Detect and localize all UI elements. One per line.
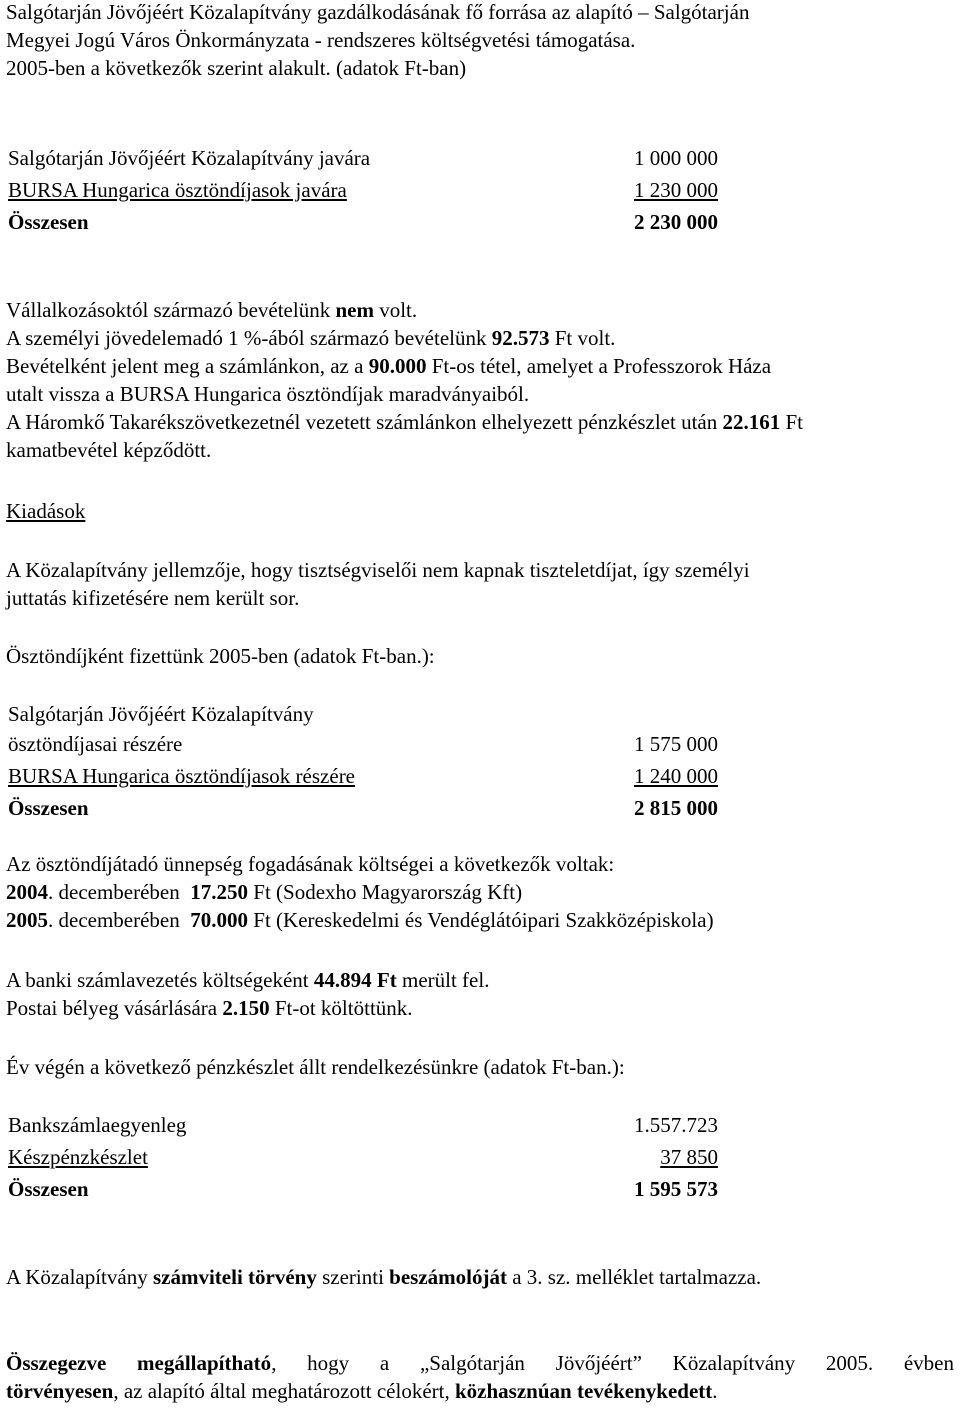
revenue-line-3b: utalt vissza a BURSA Hungarica ösztöndíjak maradványaiból. xyxy=(6,382,530,406)
year-end-total-row xyxy=(8,1175,718,1207)
text: Postai bélyeg vásárlására xyxy=(6,996,223,1020)
revenue-line-2 xyxy=(6,324,954,352)
scholarship-row-value: 1 240 000 xyxy=(634,764,718,788)
expenses-line-2: juttatás kifizetésére nem került sor. xyxy=(6,586,300,610)
expenses-paragraph xyxy=(6,556,954,612)
intro-line-1: Salgótarján Jövőjéért Közalapítvány gazdálkodásának fő forrása az alapító – Salgótarján xyxy=(6,0,750,24)
year: 2005 xyxy=(6,908,48,932)
year-end-total-label: Összesen xyxy=(8,1177,89,1201)
text-bold: 90.000 xyxy=(368,354,427,378)
text-bold: közhasznúan tevékenykedett xyxy=(454,1379,713,1403)
income-total-label: Összesen xyxy=(8,210,89,234)
revenue-line-1 xyxy=(6,296,954,324)
scholarship-total-value: 2 815 000 xyxy=(634,796,718,820)
text-bold: Összegezve megállapítható xyxy=(6,1351,272,1375)
scholarship-row-value: 1 575 000 xyxy=(634,732,718,756)
year-end-row-label: Bankszámlaegyenleg xyxy=(8,1113,187,1137)
revenue-line-3 xyxy=(6,352,954,380)
income-total-row xyxy=(8,208,718,240)
bank-cost-line xyxy=(6,966,954,994)
text: Ft volt. xyxy=(549,326,616,350)
income-row-value: 1 230 000 xyxy=(634,178,718,202)
text-bold: 44.894 Ft xyxy=(313,968,397,992)
ceremony-row-2005 xyxy=(6,906,954,934)
table-row xyxy=(8,144,718,176)
revenue-line-4b: kamatbevétel képződött. xyxy=(6,438,212,462)
income-total-value: 2 230 000 xyxy=(634,210,718,234)
text-bold: 22.161 xyxy=(722,410,781,434)
income-row-label: BURSA Hungarica ösztöndíjasok javára xyxy=(8,178,347,202)
expenses-heading: Kiadások xyxy=(6,499,86,523)
text: . decemberében xyxy=(48,908,191,932)
postal-cost-line xyxy=(6,994,954,1022)
text: a 3. sz. melléklet tartalmazza. xyxy=(506,1265,762,1289)
revenue-section xyxy=(6,296,954,464)
text-bold: törvényesen xyxy=(6,1379,114,1403)
text: , hogy a „Salgótarján Jövőjéért” Közalapítvány 2005. évben xyxy=(271,1351,954,1375)
scholarship-table xyxy=(8,700,718,826)
text: . xyxy=(712,1379,718,1403)
text: volt. xyxy=(373,298,418,322)
summary-line-2 xyxy=(6,1377,954,1405)
text: A Háromkő Takarékszövetkezetnél vezetett számlánkon elhelyezett pénzkészlet után xyxy=(6,410,723,434)
text: Ft xyxy=(780,410,804,434)
year: 2004 xyxy=(6,880,48,904)
table-row xyxy=(8,1111,718,1143)
amount-bold: 250 xyxy=(216,880,249,904)
text: Ft (Kereskedelmi és Vendéglátóipari Szakközépiskola) xyxy=(248,908,714,932)
text: Ft (Sodexho Magyarország Kft) xyxy=(248,880,523,904)
amount-bold: 70. xyxy=(190,908,217,932)
text-bold: 92.573 xyxy=(491,326,550,350)
ceremony-heading: Az ösztöndíjátadó ünnepség fogadásának költségei a következők voltak: xyxy=(6,852,615,876)
amount-bold: 000 xyxy=(216,908,249,932)
text: merült fel. xyxy=(396,968,490,992)
year-end-total-value: 1 595 573 xyxy=(634,1177,718,1201)
ceremony-section xyxy=(6,850,954,934)
text: A banki számlavezetés költségeként xyxy=(6,968,314,992)
scholarship-row-label: BURSA Hungarica ösztöndíjasok részére xyxy=(8,764,356,788)
text-bold: nem xyxy=(335,298,374,322)
summary-line-1 xyxy=(6,1349,954,1377)
summary-paragraph xyxy=(6,1349,954,1405)
year-end-row-value: 1.557.723 xyxy=(634,1113,718,1137)
amount-bold: 17. xyxy=(190,880,217,904)
year-end-heading: Év végén a következő pénzkészlet állt rendelkezésünkre (adatok Ft-ban.): xyxy=(6,1055,625,1079)
table-row xyxy=(8,700,718,730)
intro-paragraph xyxy=(6,0,954,82)
year-end-row-label: Készpénzkészlet xyxy=(8,1145,148,1169)
ceremony-row-2004 xyxy=(6,878,954,906)
text-bold: számviteli törvény xyxy=(152,1265,317,1289)
table-row xyxy=(8,762,718,794)
text: szerinti xyxy=(316,1265,390,1289)
table-row xyxy=(8,1143,718,1175)
text: A személyi jövedelemadó 1 %-ából származó bevételünk xyxy=(6,326,492,350)
text: , az alapító által meghatározott célokért, xyxy=(113,1379,455,1403)
intro-line-2: Megyei Jogú Város Önkormányzata - rendszeres költségvetési támogatása. xyxy=(6,28,636,52)
revenue-line-4 xyxy=(6,408,954,436)
text: Vállalkozásoktól származó bevételünk xyxy=(6,298,336,322)
text-bold: 2.150 xyxy=(222,996,270,1020)
text: Bevételként jelent meg a számlánkon, az a xyxy=(6,354,369,378)
year-end-table xyxy=(8,1111,718,1207)
scholarship-total-label: Összesen xyxy=(8,796,89,820)
costs-section xyxy=(6,966,954,1022)
scholarship-intro: Ösztöndíjként fizettünk 2005-ben (adatok Ft-ban.): xyxy=(6,644,435,668)
scholarship-total-row xyxy=(8,794,718,826)
income-row-value: 1 000 000 xyxy=(634,146,718,170)
income-table xyxy=(8,144,718,240)
year-end-row-value: 37 850 xyxy=(660,1145,718,1169)
scholarship-row-label-line1: Salgótarján Jövőjéért Közalapítvány xyxy=(8,702,314,726)
table-row xyxy=(8,730,718,762)
scholarship-row-label-line2: ösztöndíjasai részére xyxy=(8,732,183,756)
text: Ft-ot költöttünk. xyxy=(269,996,413,1020)
text: Ft-os tétel, amelyet a Professzorok Háza xyxy=(426,354,772,378)
text: A Közalapítvány xyxy=(6,1265,153,1289)
text-bold: beszámolóját xyxy=(389,1265,507,1289)
expenses-line-1: A Közalapítvány jellemzője, hogy tisztségviselői nem kapnak tiszteletdíjat, így személyi xyxy=(6,558,750,582)
report-attachment-line xyxy=(6,1263,954,1291)
table-row xyxy=(8,176,718,208)
intro-line-3: 2005-ben a következők szerint alakult. (adatok Ft-ban) xyxy=(6,56,467,80)
income-row-label: Salgótarján Jövőjéért Közalapítvány javára xyxy=(8,146,371,170)
text: . decemberében xyxy=(48,880,191,904)
